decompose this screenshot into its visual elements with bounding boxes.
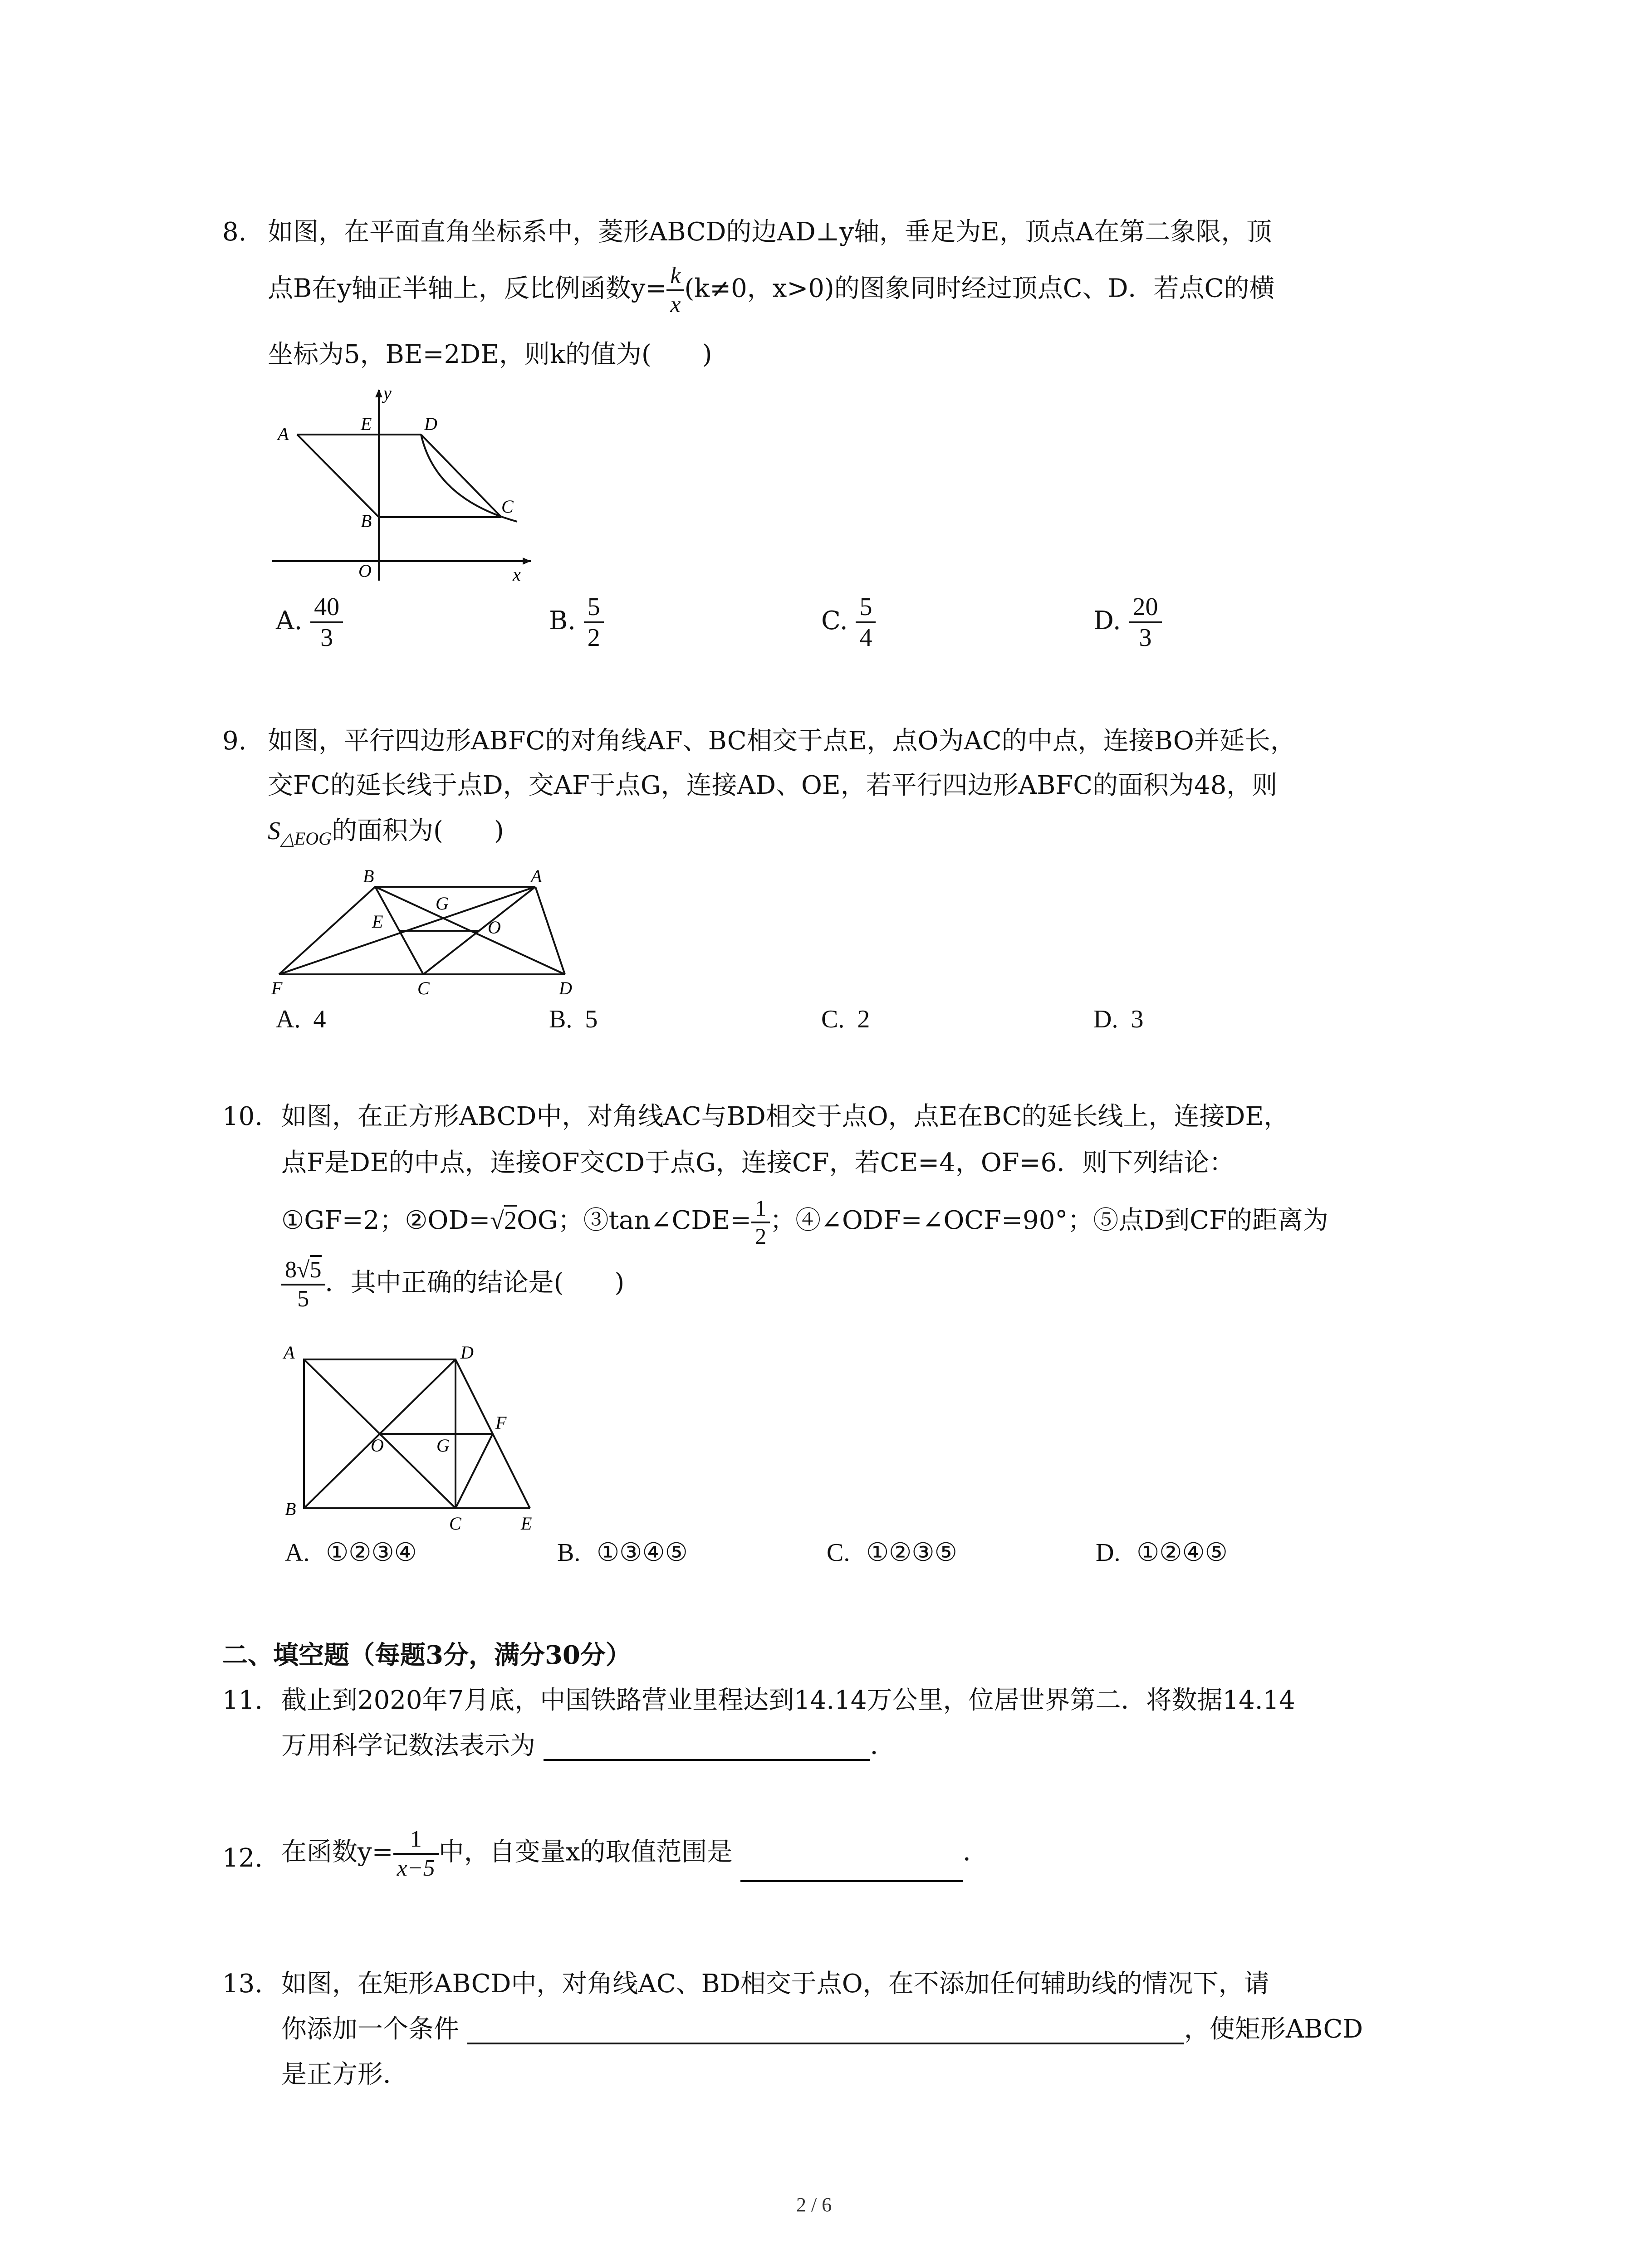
q9-line-AD [535, 887, 565, 974]
q8-option-a-num: 40 [310, 592, 343, 623]
q10-distance-radicand: 5 [310, 1255, 322, 1283]
q12-post-text: 中，自变量x的取值范围是 [438, 1837, 733, 1867]
q8-option-d[interactable] [1093, 592, 1162, 653]
q10-half-fraction [751, 1195, 770, 1249]
q10-label-e: E [521, 1513, 532, 1533]
q10-half-den: 2 [755, 1223, 767, 1249]
q8-func-denominator: x [670, 291, 681, 318]
q8-x-arrow [523, 557, 531, 565]
q8-option-c-letter: C. [821, 606, 848, 635]
q8-option-b-letter: B. [549, 606, 576, 635]
q10-label-o: O [371, 1435, 384, 1456]
q12-numerator: 1 [393, 1826, 439, 1855]
q8-label-c: C [501, 496, 514, 517]
q10-line3-part2: OG；③tan∠CDE= [517, 1206, 752, 1235]
q10-figure [272, 1334, 554, 1533]
q10-line2: 点F是DE的中点，连接OF交CD于点G，连接CF，若CE=4，OF=6．则下列结论： [281, 1148, 1235, 1178]
q9-label-d: D [559, 978, 572, 998]
q8-y-arrow [375, 389, 382, 397]
q9-line1: 如图，平行四边形ABFC的对角线AF、BC相交于点E，点O为AC的中点，连接BO并延长， [268, 726, 1296, 756]
q9-line3 [268, 816, 504, 850]
q9-option-a-letter: A. [276, 1005, 301, 1033]
q8-number: 8. [222, 217, 247, 247]
q12-end-mark: ． [963, 1837, 989, 1867]
q8-label-o: O [358, 561, 372, 581]
q10-distance-fraction [281, 1256, 325, 1313]
q8-option-d-value [1129, 592, 1162, 653]
q8-option-b-value [584, 592, 604, 653]
q10-option-a[interactable] [285, 1538, 417, 1567]
q11-number: 11. [222, 1686, 263, 1715]
q9-option-d-letter: D. [1093, 1005, 1118, 1033]
q8-function-fraction [666, 262, 684, 318]
q8-line3: 坐标为5，BE=2DE，则k的值为( ) [268, 340, 712, 369]
q8-label-e: E [361, 414, 372, 434]
q13-line2 [281, 2014, 1363, 2044]
q9-option-c-value: 2 [857, 1005, 870, 1033]
q10-line3-part1: ①GF=2；②OD= [281, 1206, 490, 1235]
q10-label-f: F [495, 1413, 507, 1433]
q10-sqrt2: √2 [490, 1205, 517, 1235]
q8-label-a: A [278, 424, 289, 444]
q10-option-c-value: ①②③⑤ [866, 1538, 957, 1567]
q8-option-c[interactable] [821, 592, 876, 653]
q10-option-b-value: ①③④⑤ [596, 1538, 688, 1567]
q13-number: 13. [222, 1969, 263, 1999]
q10-option-b-letter: B. [557, 1539, 581, 1567]
q9-label-b: B [363, 866, 374, 886]
q9-option-c[interactable] [821, 1005, 870, 1034]
q10-line-CF [456, 1434, 493, 1508]
q8-option-a-letter: A. [276, 606, 303, 635]
q9-option-c-letter: C. [821, 1005, 845, 1033]
q8-option-b[interactable] [549, 592, 604, 653]
q10-option-d-value: ①②④⑤ [1136, 1538, 1228, 1567]
q8-label-d: D [424, 414, 437, 434]
q8-option-d-den: 3 [1139, 624, 1152, 652]
q11-end-mark: ． [870, 1731, 896, 1760]
q10-label-b: B [285, 1499, 296, 1519]
q8-option-a-value [310, 592, 343, 653]
q9-label-e: E [372, 911, 383, 932]
q9-area-symbol: S [268, 817, 280, 845]
q10-option-c-letter: C. [827, 1539, 850, 1567]
q9-option-a[interactable] [276, 1005, 326, 1034]
q9-label-o: O [488, 917, 501, 938]
q8-option-b-den: 2 [587, 624, 600, 652]
q8-option-a-den: 3 [320, 624, 333, 652]
q10-line3 [281, 1195, 1328, 1249]
q12-line [281, 1826, 988, 1882]
q11-line2-text: 万用科学记数法表示为 [281, 1731, 535, 1760]
q8-label-y: y [383, 383, 392, 403]
q9-option-b-value: 5 [585, 1005, 598, 1033]
q8-figure [268, 379, 540, 592]
q9-label-a: A [531, 866, 542, 886]
q10-line3-part3: ；④∠ODF=∠OCF=90°；⑤点D到CF的距离为 [770, 1206, 1328, 1235]
q12-denominator: x−5 [397, 1855, 435, 1881]
q8-line2-end: (k≠0，x>0)的图象同时经过顶点C、D．若点C的横 [684, 274, 1275, 303]
q11-answer-blank[interactable] [544, 1733, 870, 1761]
q10-label-g: G [436, 1435, 450, 1456]
q9-line3-rest: 的面积为( ) [331, 816, 504, 846]
section2-heading: 二、填空题（每题3分，满分30分） [222, 1640, 631, 1670]
q9-number: 9. [222, 726, 247, 756]
q8-option-d-num: 20 [1129, 592, 1162, 623]
q13-answer-blank[interactable] [467, 2016, 1184, 2044]
q8-func-numerator: k [666, 262, 684, 291]
q8-option-c-value [856, 592, 876, 653]
q10-distance-den: 5 [297, 1286, 309, 1312]
q10-option-d[interactable] [1096, 1538, 1228, 1567]
q10-distance-coef: 8 [285, 1257, 297, 1283]
q9-label-g: G [436, 893, 449, 914]
q13-line3: 是正方形． [281, 2060, 408, 2089]
q10-half-num: 1 [751, 1195, 770, 1223]
q12-number: 12. [222, 1843, 263, 1873]
q10-option-a-value: ①②③④ [326, 1538, 417, 1567]
page-number: 2 / 6 [796, 2194, 832, 2216]
q13-line2-start: 你添加一个条件 [281, 2014, 459, 2044]
q8-label-x: x [513, 564, 521, 585]
q9-option-b-letter: B. [549, 1005, 573, 1033]
q9-label-c: C [417, 978, 430, 998]
q9-side-BF [279, 887, 375, 974]
q10-line4 [281, 1256, 624, 1313]
q9-option-d[interactable] [1093, 1005, 1143, 1034]
q10-label-d: D [460, 1342, 474, 1363]
q8-option-c-num: 5 [856, 592, 876, 623]
q9-line2: 交FC的延长线于点D，交AF于点G，连接AD、OE，若平行四边形ABFC的面积为48，则 [268, 771, 1278, 800]
q10-line4-text: ．其中正确的结论是( ) [325, 1268, 625, 1298]
q13-line2-end: ，使矩形ABCD [1184, 2014, 1363, 2044]
q10-distance-num: 8√5 [281, 1256, 325, 1286]
q8-label-b: B [361, 511, 372, 531]
q8-side-AB [297, 435, 379, 517]
q8-option-b-num: 5 [584, 592, 604, 623]
q9-label-f: F [271, 978, 283, 998]
q10-label-a: A [284, 1342, 295, 1363]
q12-fraction [393, 1826, 439, 1882]
q13-line1: 如图，在矩形ABCD中，对角线AC、BD相交于点O，在不添加任何辅助线的情况下，请 [281, 1969, 1269, 1999]
q11-line2 [281, 1730, 896, 1761]
q12-answer-blank[interactable] [740, 1854, 963, 1882]
q8-line2-start: 点B在y轴正半轴上，反比例函数y= [268, 274, 667, 303]
q8-side-DC [421, 435, 501, 517]
q8-option-d-letter: D. [1093, 606, 1121, 635]
q9-figure [268, 860, 585, 1000]
q10-option-a-letter: A. [285, 1539, 310, 1567]
q10-label-c: C [449, 1513, 461, 1533]
q8-line2 [268, 262, 1274, 318]
q10-option-d-letter: D. [1096, 1539, 1121, 1567]
q8-line1: 如图，在平面直角坐标系中，菱形ABCD的边AD⊥y轴，垂足为E，顶点A在第二象限，顶 [268, 217, 1272, 247]
q10-line1: 如图，在正方形ABCD中，对角线AC与BD相交于点O，点E在BC的延长线上，连接DE， [281, 1102, 1289, 1131]
q11-line1: 截止到2020年7月底，中国铁路营业里程达到14.14万公里，位居世界第二．将数据14.14 [281, 1686, 1295, 1715]
q10-option-c[interactable] [827, 1538, 957, 1567]
q12-pre-text: 在函数y= [281, 1837, 393, 1867]
q10-option-b[interactable] [557, 1538, 688, 1567]
q10-sqrt2-radicand: 2 [504, 1205, 517, 1235]
q9-option-b[interactable] [549, 1005, 598, 1034]
q9-option-a-value: 4 [313, 1005, 326, 1033]
q9-option-d-value: 3 [1131, 1005, 1144, 1033]
q8-option-c-den: 4 [859, 624, 872, 652]
q8-option-a[interactable] [276, 592, 343, 653]
q9-area-subscript: △EOG [280, 828, 332, 849]
q10-number: 10. [222, 1102, 263, 1131]
